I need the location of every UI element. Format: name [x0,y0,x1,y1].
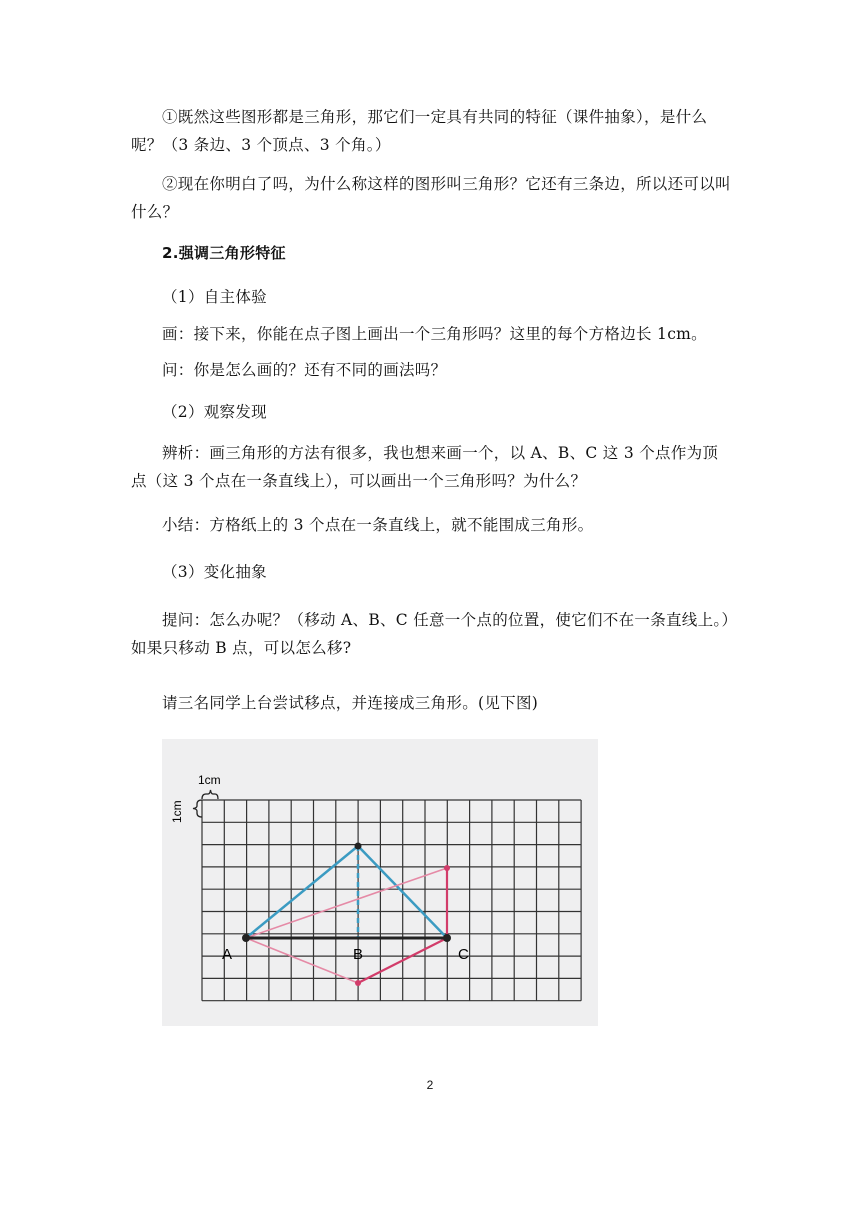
moved-b-top-dot [355,843,362,850]
point-c-label: C [458,946,469,963]
horizontal-unit-label: 1cm [198,773,221,787]
section-heading: 2.强调三角形特征 [162,244,286,262]
triangle-grid-figure [162,739,598,1026]
point-b-label: B [353,946,364,963]
page-number: 2 [426,1078,434,1092]
point-a-dot [242,934,250,942]
paragraph-draw: 画：接下来，你能在点子图上画出一个三角形吗？这里的每个方格边长 1cm。 [162,325,707,343]
paragraph-invite: 请三名同学上台尝试移点，并连接成三角形。(见下图) [162,694,539,712]
blue-triangle [246,846,447,938]
point-c-dot [443,934,451,942]
point-a-label: A [222,946,233,963]
pink-lower-left-side [246,938,358,983]
grid-lines [202,800,581,1001]
moved-b-bottom-dot [355,980,361,986]
subheading-observe: （2）观察发现 [162,403,267,421]
paragraph-discern: 辨析：画三角形的方法有很多，我也想来画一个，以 A、B、C 这 3 个点作为顶点（这 3 个点在一条直线上），可以画出一个三角形吗？为什么？ [131,444,719,490]
paragraph-why-triangle: ②现在你明白了吗，为什么称这样的图形叫三角形？它还有三条边，所以还可以叫什么？ [131,175,731,221]
red-triangle-upper [246,868,447,938]
moved-c-top-dot [444,865,450,871]
vertical-unit-label: 1cm [170,800,184,823]
paragraph-ask: 问：你是怎么画的？还有不同的画法吗？ [162,361,447,379]
subheading-self-experience: （1）自主体验 [162,288,267,306]
paragraph-summary: 小结：方格纸上的 3 个点在一条直线上，就不能围成三角形。 [162,516,594,534]
vertical-unit-brace [193,800,202,817]
paragraph-question: 提问：怎么办呢？（移动 A、B、C 任意一个点的位置，使它们不在一条直线上。）如果只移动 B 点，可以怎么移? [131,611,730,657]
subheading-change: （3）变化抽象 [162,563,267,581]
horizontal-unit-brace [202,790,218,799]
grid-diagram [162,739,598,1026]
paragraph-triangle-features: ①既然这些图形都是三角形，那它们一定具有共同的特征（课件抽象），是什么呢？（3 条边、3 个顶点、3 个角。） [131,108,708,154]
